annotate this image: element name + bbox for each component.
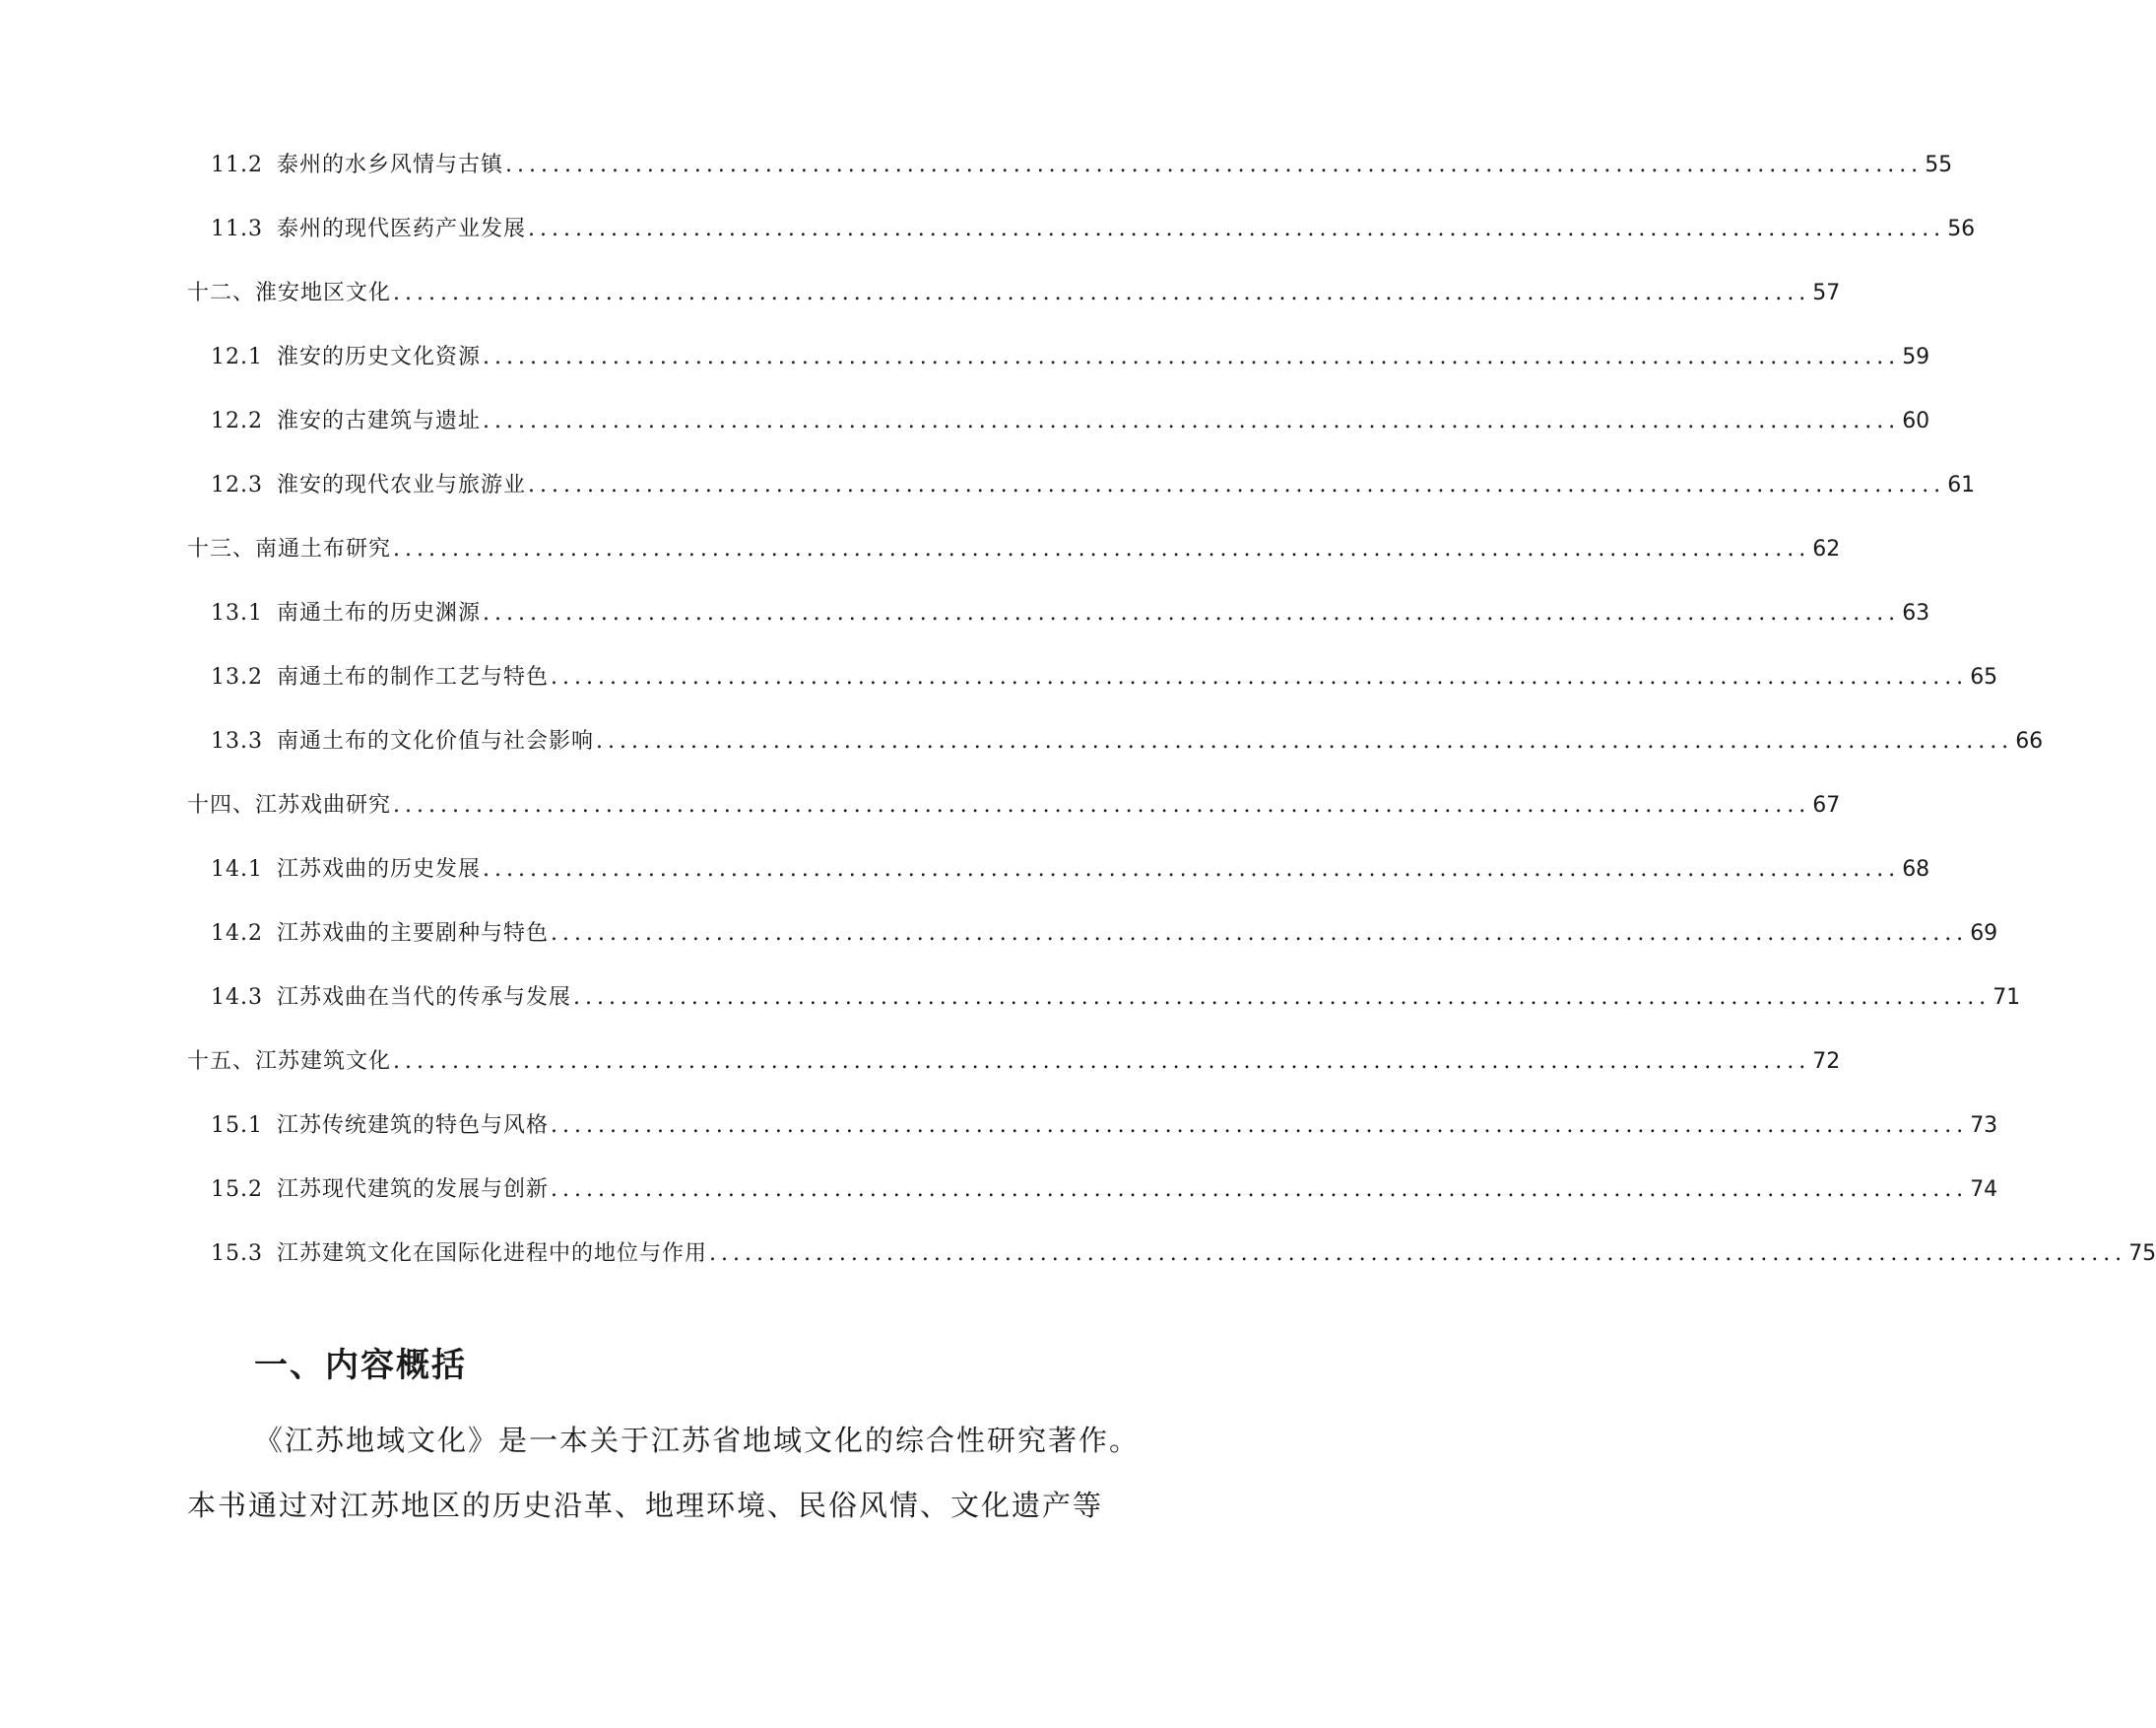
toc-entry-number: 15.2 — [211, 1177, 263, 1202]
toc-entry[interactable] — [211, 914, 1998, 954]
toc-entry[interactable] — [211, 402, 1930, 441]
toc-entry-number: 12.3 — [211, 473, 263, 498]
toc-leader-dots: ........................................................................................................................ — [551, 1177, 1969, 1202]
toc-entry-title: 十二、淮安地区文化 — [187, 281, 392, 305]
toc-leader-dots: ........................................................................................................................ — [596, 729, 2014, 754]
toc-entry[interactable] — [187, 1042, 1841, 1082]
toc-entry[interactable] — [211, 850, 1930, 890]
toc-entry[interactable] — [211, 1170, 1998, 1210]
toc-entry-page-number: 72 — [1812, 1049, 1841, 1074]
toc-entry[interactable] — [211, 1234, 2156, 1274]
toc-leader-dots: ........................................................................................................................ — [483, 601, 1901, 626]
toc-entry[interactable] — [211, 978, 2021, 1018]
toc-entry-title: 江苏现代建筑的发展与创新 — [276, 1177, 549, 1202]
toc-entry[interactable] — [211, 210, 1976, 249]
toc-leader-dots: ........................................................................................................................ — [528, 473, 1946, 498]
toc-entry-title: 江苏建筑文化在国际化进程中的地位与作用 — [276, 1241, 707, 1266]
toc-leader-dots: ........................................................................................................................ — [483, 409, 1901, 433]
toc-entry-number: 15.1 — [211, 1113, 263, 1138]
toc-entry-title: 江苏戏曲的主要剧种与特色 — [276, 921, 549, 946]
toc-entry-number: 13.3 — [211, 729, 263, 754]
toc-entry-title: 南通土布的历史渊源 — [276, 601, 481, 626]
toc-entry-number: 14.1 — [211, 857, 263, 882]
toc-entry-page-number: 63 — [1902, 601, 1930, 626]
toc-leader-dots: ........................................................................................................................ — [551, 665, 1969, 690]
toc-entry-page-number: 73 — [1970, 1113, 1998, 1138]
body-paragraph-line-2: 本书通过对江苏地区的历史沿革、地理环境、民俗风情、文化遗产等 — [187, 1489, 1104, 1522]
toc-entry-number: 14.3 — [211, 985, 263, 1010]
toc-entry-page-number: 65 — [1970, 665, 1998, 690]
toc-leader-dots: ........................................................................................................................ — [551, 1113, 1969, 1138]
toc-entry-page-number: 62 — [1812, 537, 1841, 562]
toc-entry-number: 13.2 — [211, 665, 263, 690]
toc-entry-title: 泰州的现代医药产业发展 — [276, 217, 526, 241]
toc-entry[interactable] — [187, 786, 1841, 826]
toc-entry-title: 十三、南通土布研究 — [187, 537, 392, 562]
toc-entry-title: 十五、江苏建筑文化 — [187, 1049, 392, 1074]
toc-leader-dots: ........................................................................................................................ — [393, 1049, 1811, 1074]
toc-entry-title: 南通土布的制作工艺与特色 — [276, 665, 549, 690]
toc-entry-number: 12.1 — [211, 345, 263, 369]
toc-leader-dots: ........................................................................................................................ — [393, 537, 1811, 562]
toc-entry-page-number: 56 — [1947, 217, 1976, 241]
toc-leader-dots: ........................................................................................................................ — [483, 345, 1901, 369]
toc-entry-title: 淮安的古建筑与遗址 — [276, 409, 481, 433]
toc-entry-title: 泰州的水乡风情与古镇 — [276, 153, 503, 177]
toc-leader-dots: ........................................................................................................................ — [528, 217, 1946, 241]
toc-entry[interactable] — [211, 466, 1976, 505]
toc-entry-page-number: 55 — [1925, 153, 1953, 177]
toc-entry-number: 11.2 — [211, 153, 263, 177]
toc-entry-page-number: 57 — [1812, 281, 1841, 305]
toc-entry[interactable] — [211, 338, 1930, 377]
toc-entry[interactable] — [187, 274, 1841, 313]
toc-entry-page-number: 75 — [2128, 1241, 2156, 1266]
toc-entry-page-number: 60 — [1902, 409, 1930, 433]
toc-entry-page-number: 59 — [1902, 345, 1930, 369]
toc-entry-title: 淮安的现代农业与旅游业 — [276, 473, 526, 498]
toc-entry[interactable] — [211, 594, 1930, 633]
toc-entry-number: 13.1 — [211, 601, 263, 626]
toc-entry-page-number: 71 — [1993, 985, 2021, 1010]
toc-leader-dots: ........................................................................................................................ — [393, 793, 1811, 818]
toc-entry-number: 12.2 — [211, 409, 263, 433]
toc-leader-dots: ........................................................................................................................ — [393, 281, 1811, 305]
toc-leader-dots: ........................................................................................................................ — [483, 857, 1901, 882]
toc-entry-number: 14.2 — [211, 921, 263, 946]
toc-entry-page-number: 68 — [1902, 857, 1930, 882]
toc-entry[interactable] — [211, 722, 2044, 762]
toc-leader-dots: ........................................................................................................................ — [709, 1241, 2127, 1266]
toc-entry-title: 十四、江苏戏曲研究 — [187, 793, 392, 818]
toc-entry-number: 15.3 — [211, 1241, 263, 1266]
toc-entry-page-number: 66 — [2015, 729, 2044, 754]
toc-entry-page-number: 69 — [1970, 921, 1998, 946]
toc-entry[interactable] — [187, 530, 1841, 569]
toc-entry-title: 南通土布的文化价值与社会影响 — [276, 729, 594, 754]
toc-entry-page-number: 61 — [1947, 473, 1976, 498]
section-heading: 一、内容概括 — [254, 1346, 467, 1385]
toc-entry-page-number: 67 — [1812, 793, 1841, 818]
toc-entry[interactable] — [211, 658, 1998, 698]
toc-entry[interactable] — [211, 146, 1953, 185]
toc-entry-number: 11.3 — [211, 217, 263, 241]
toc-entry-title: 江苏戏曲的历史发展 — [276, 857, 481, 882]
toc-entry-title: 江苏戏曲在当代的传承与发展 — [276, 985, 571, 1010]
toc-leader-dots: ........................................................................................................................ — [551, 921, 1969, 946]
toc-entry[interactable] — [211, 1106, 1998, 1146]
toc-leader-dots: ........................................................................................................................ — [573, 985, 1992, 1010]
toc-leader-dots: ........................................................................................................................ — [505, 153, 1924, 177]
body-paragraph-line-1: 《江苏地域文化》是一本关于江苏省地域文化的综合性研究著作。 — [254, 1424, 1141, 1457]
toc-entry-title: 江苏传统建筑的特色与风格 — [276, 1113, 549, 1138]
toc-entry-title: 淮安的历史文化资源 — [276, 345, 481, 369]
toc-entry-page-number: 74 — [1970, 1177, 1998, 1202]
